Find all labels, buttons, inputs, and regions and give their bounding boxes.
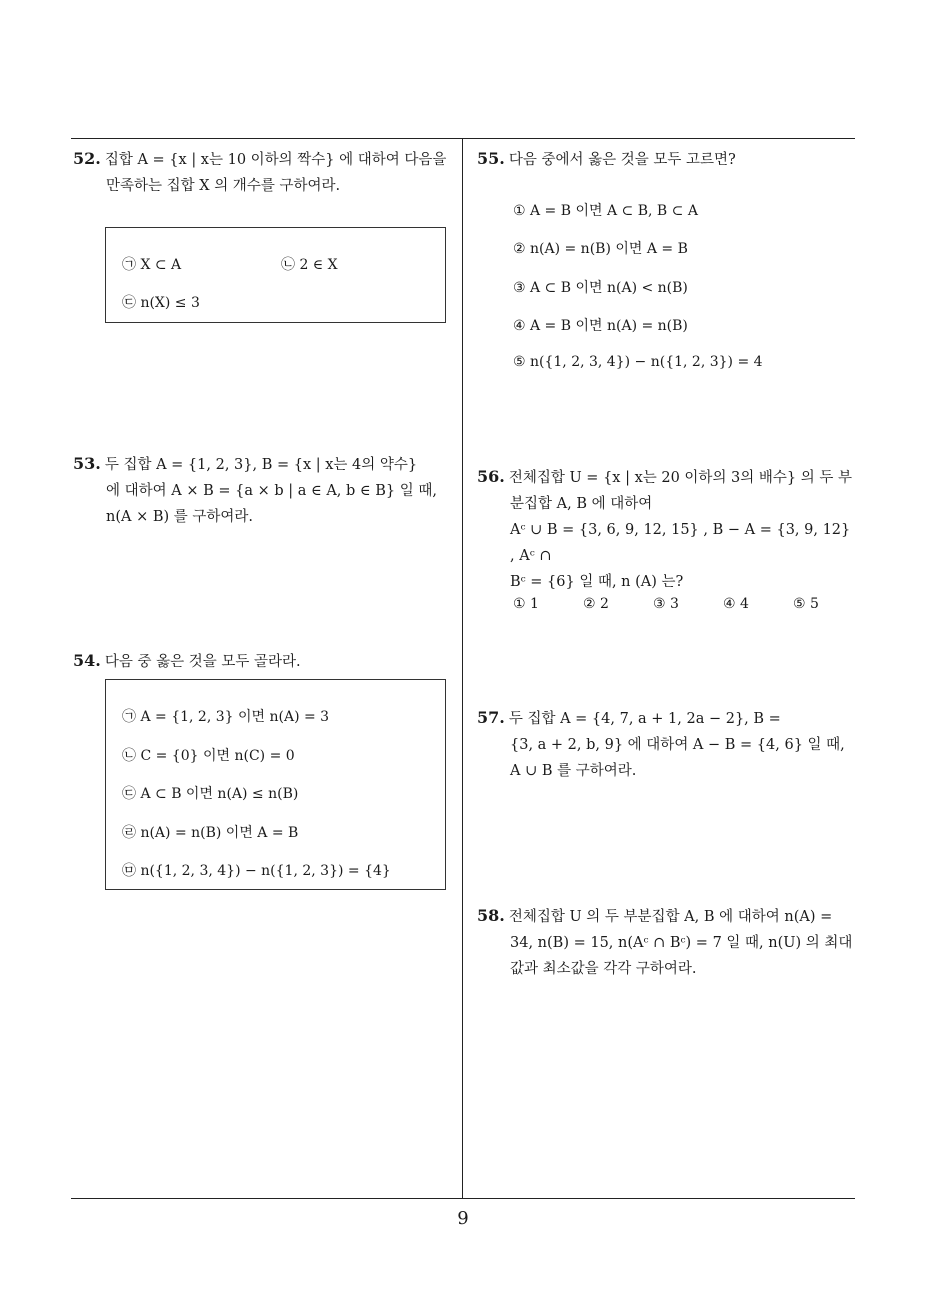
choice-4: ④ 4 xyxy=(723,596,749,612)
problem-text: 값과 최소값을 각각 구하여라. xyxy=(510,961,697,977)
problem-58 xyxy=(477,903,859,982)
problem-53 xyxy=(73,451,455,530)
choice-1: ① A = B 이면 A ⊂ B, B ⊂ A xyxy=(513,203,698,219)
problem-text: n(A × B) 를 구하여라. xyxy=(106,509,254,525)
problem-text: 다음 중 옳은 것을 모두 골라라. xyxy=(104,654,301,670)
problem-number: 57. xyxy=(477,708,505,727)
statement-item: ㉤ n({1, 2, 3, 4}) − n({1, 2, 3}) = {4} xyxy=(122,863,391,879)
choice-2: ② 2 xyxy=(583,596,609,612)
problem-text: 전체집합 U 의 두 부분집합 A, B 에 대하여 n(A) = xyxy=(508,909,833,925)
statement-item: ㉡ C = {0} 이면 n(C) = 0 xyxy=(122,748,295,764)
problem-number: 56. xyxy=(477,467,505,486)
condition-item: ㉠ X ⊂ A xyxy=(122,257,182,273)
problem-57 xyxy=(477,705,859,784)
choice-2: ② n(A) = n(B) 이면 A = B xyxy=(513,241,688,257)
problem-text: 전체집합 U = {x | x는 20 이하의 3의 배수} 의 두 부 xyxy=(508,470,852,486)
problem-number: 52. xyxy=(73,149,101,168)
problem-text: 다음 중에서 옳은 것을 모두 고르면? xyxy=(508,152,736,168)
problem-number: 55. xyxy=(477,149,505,168)
problem-text: 만족하는 집합 X 의 개수를 구하여라. xyxy=(106,178,341,194)
condition-box xyxy=(105,227,446,323)
problem-text: 두 집합 A = {1, 2, 3}, B = {x | x는 4의 약수} xyxy=(104,457,418,473)
problem-number: 53. xyxy=(73,454,101,473)
statement-item: ㉠ A = {1, 2, 3} 이면 n(A) = 3 xyxy=(122,709,330,725)
problem-number: 58. xyxy=(477,906,505,925)
choice-5: ⑤ n({1, 2, 3, 4}) − n({1, 2, 3}) = 4 xyxy=(513,354,763,370)
top-rule xyxy=(71,138,855,139)
choice-5: ⑤ 5 xyxy=(793,596,819,612)
problem-52 xyxy=(73,146,455,199)
choice-4: ④ A = B 이면 n(A) = n(B) xyxy=(513,318,688,334)
problem-number: 54. xyxy=(73,651,101,670)
column-divider xyxy=(462,139,463,1199)
problem-text: A ∪ B 를 구하여라. xyxy=(510,763,637,779)
page-number: 9 xyxy=(457,1208,469,1229)
condition-item: ㉡ 2 ∈ X xyxy=(281,257,338,273)
problem-text: 집합 A = {x | x는 10 이하의 짝수} 에 대하여 다음을 xyxy=(104,152,447,168)
problem-text: {3, a + 2, b, 9} 에 대하여 A − B = {4, 6} 일 때, xyxy=(510,737,845,753)
condition-item: ㉢ n(X) ≤ 3 xyxy=(122,295,200,311)
problem-text: 두 집합 A = {4, 7, a + 1, 2a − 2}, B = xyxy=(508,711,781,727)
problem-text: 분집합 A, B 에 대하여 xyxy=(510,496,653,512)
problem-54 xyxy=(73,648,455,675)
problem-text: Aᶜ ∪ B = {3, 6, 9, 12, 15} , B − A = {3, 9, 12} , Aᶜ ∩ xyxy=(510,522,851,564)
statement-item: ㉣ n(A) = n(B) 이면 A = B xyxy=(122,825,299,841)
problem-text: 34, n(B) = 15, n(Aᶜ ∩ Bᶜ) = 7 일 때, n(U) 의 최대 xyxy=(510,935,853,951)
choice-3: ③ A ⊂ B 이면 n(A) < n(B) xyxy=(513,280,688,296)
bottom-rule xyxy=(71,1198,855,1199)
problem-56 xyxy=(477,464,859,595)
choice-1: ① 1 xyxy=(513,596,539,612)
problem-55 xyxy=(477,146,859,173)
choice-3: ③ 3 xyxy=(653,596,679,612)
problem-text: Bᶜ = {6} 일 때, n (A) 는? xyxy=(510,574,684,590)
problem-text: 에 대하여 A × B = {a × b | a ∈ A, b ∈ B} 일 때, xyxy=(106,483,437,499)
statement-box xyxy=(105,679,446,890)
statement-item: ㉢ A ⊂ B 이면 n(A) ≤ n(B) xyxy=(122,786,299,802)
